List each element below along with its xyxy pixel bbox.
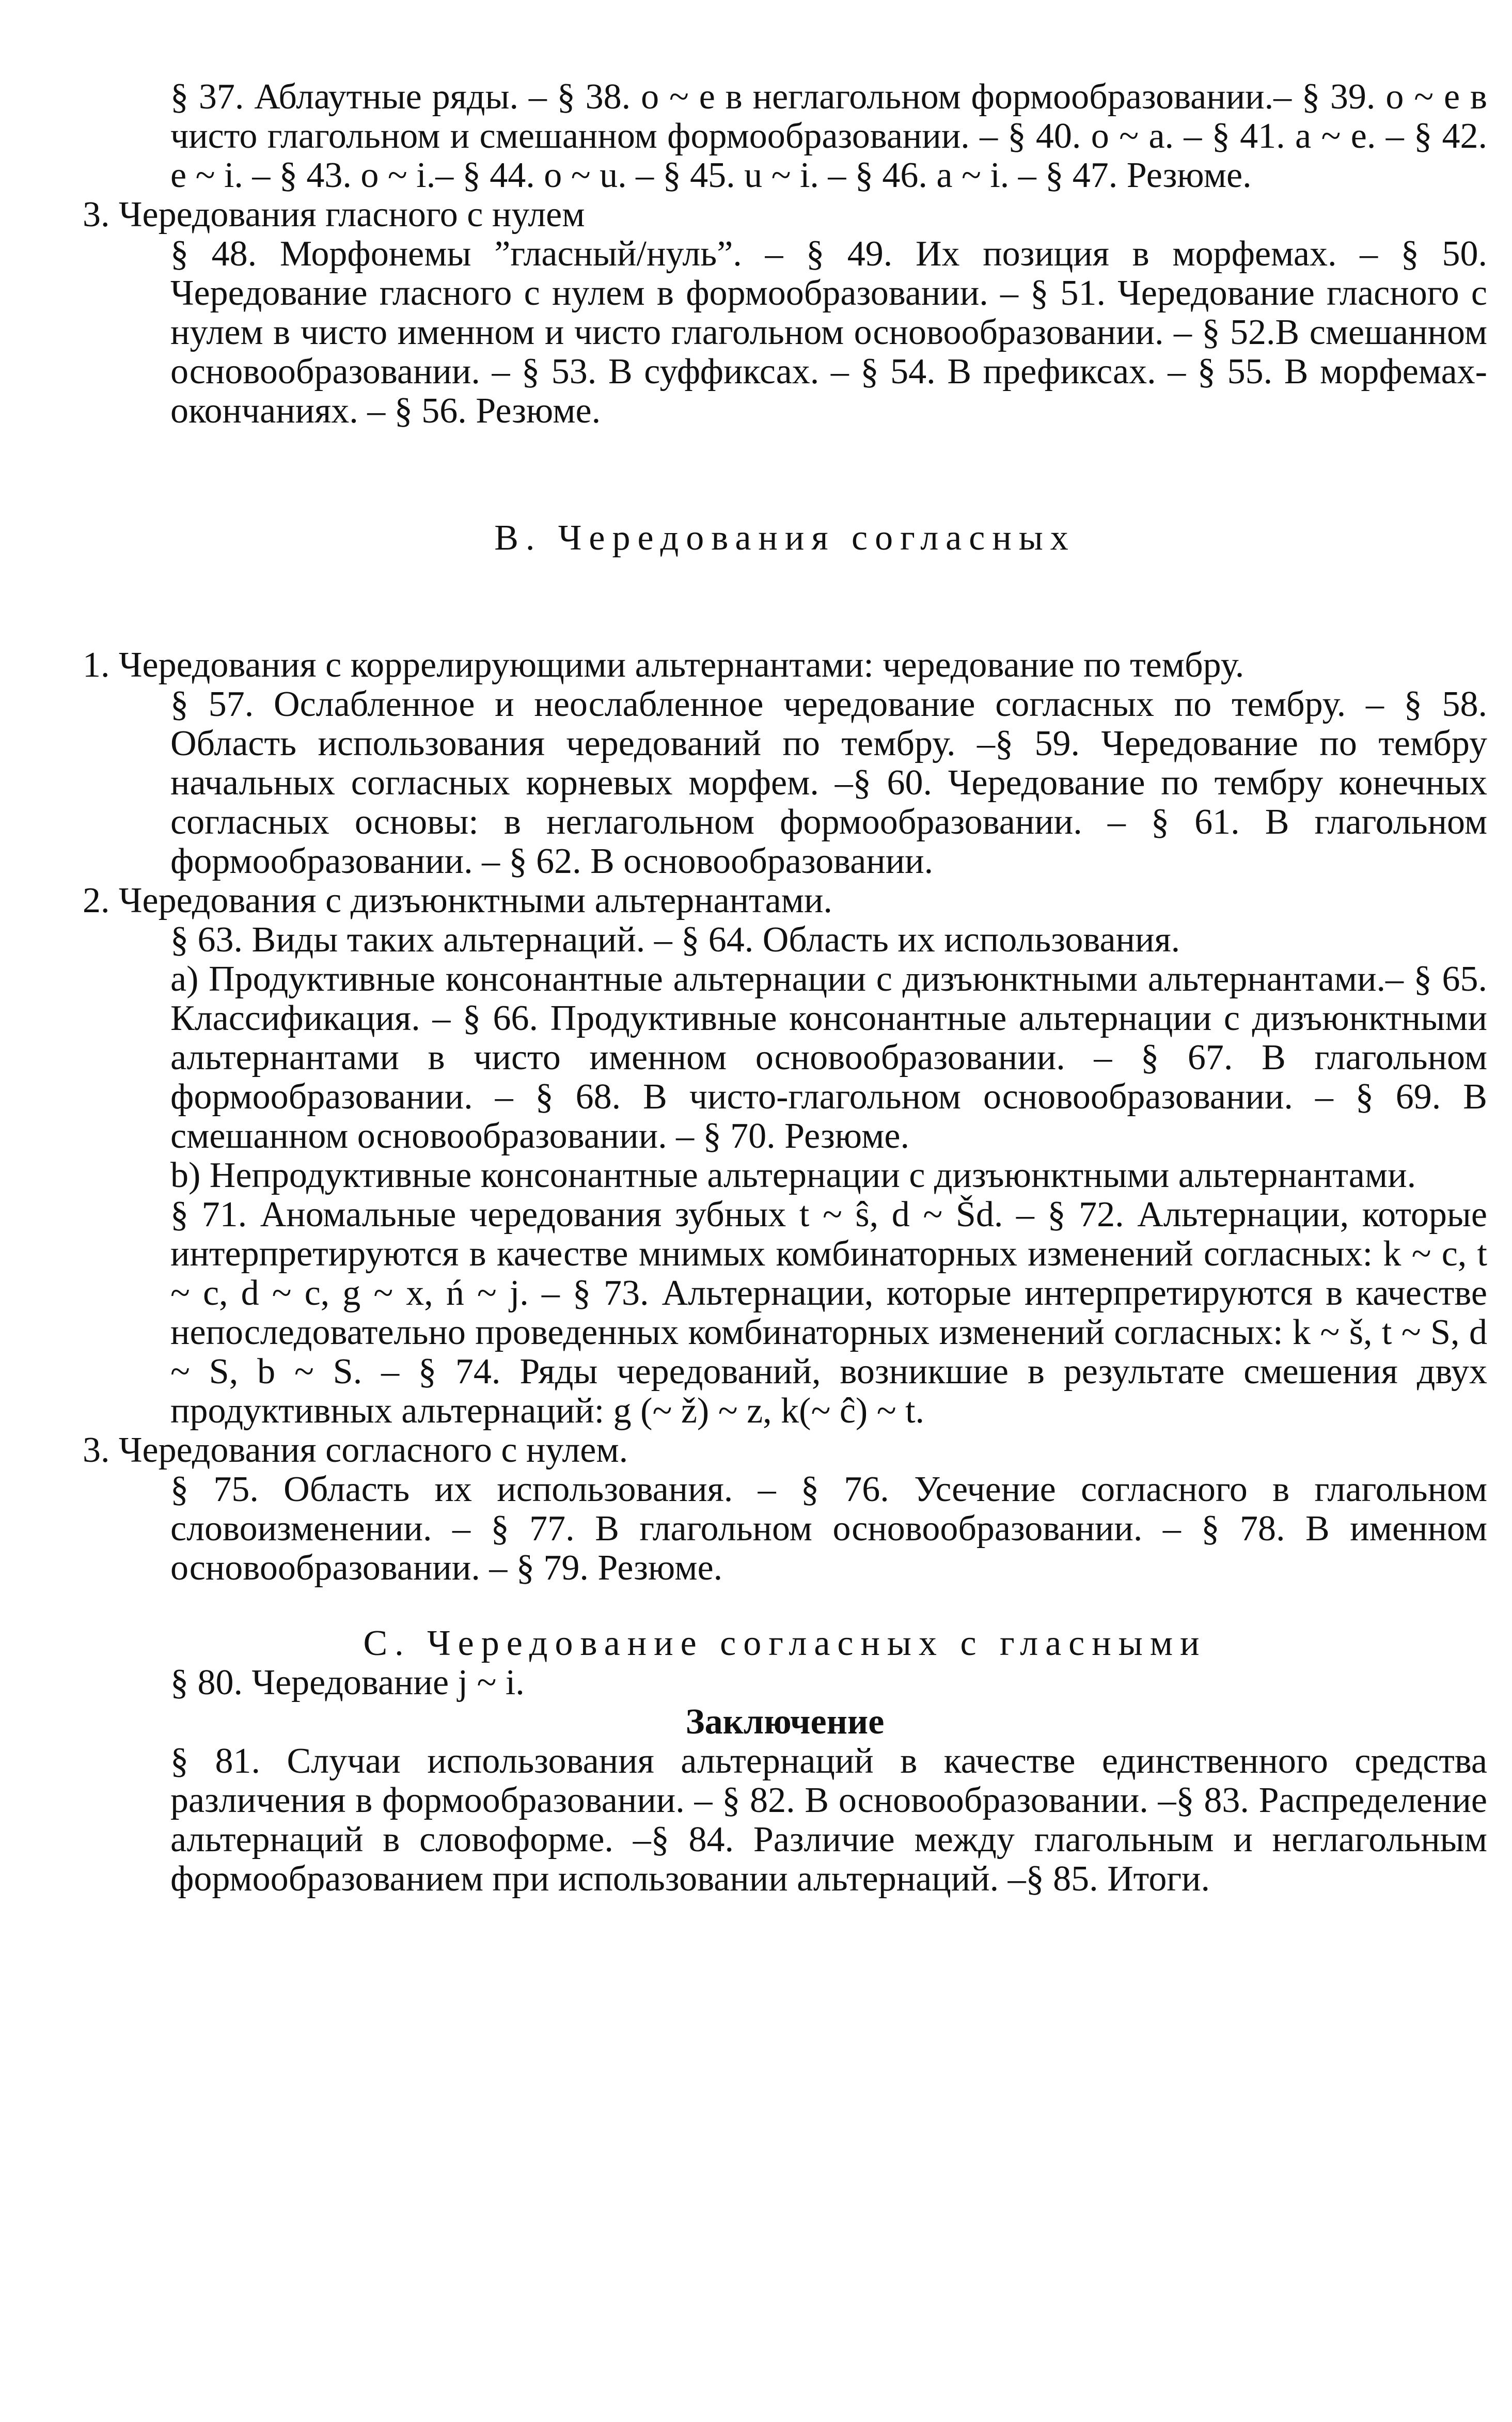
conclusion	[83, 1742, 1487, 1899]
section-b-item3-title: 3. Чередования согласного с нулем.	[83, 1430, 628, 1470]
section-b-item1-body: § 57. Ослабленное и неослабленное чередование согласных по тембру. – § 58. Область использования чередований по тембру. –§ 59. Чередование по тембру начальных согласных корневых морфем. –§ 60. Чередование по тембру конечных согласных основы: в неглагольном формообразовании. – § 61. В глагольном формообразовании. – § 62. В основообразовании.	[170, 684, 1487, 881]
section-b-heading: В. Чередования согласных	[494, 518, 1076, 558]
section-c	[83, 1663, 1487, 1702]
section-b-item2-intro: § 63. Виды таких альтернаций. – § 64. Область их использования.	[170, 920, 1180, 960]
section-a-continuation	[83, 77, 1487, 431]
section-b-item2b-body: § 71. Аномальные чередования зубных t ~ ŝ, d ~ Šd. – § 72. Альтернации, которые интерпретируются в качестве мнимых комбинаторных изменений согласных: k ~ c, t ~ c, d ~ c, g ~ x, ń ~ j. – § 73. Альтернации, которые интерпретируются в качестве непоследовательно проведенных комбинаторных изменений согласных: k ~ š, t ~ S, d ~ S, b ~ S. – § 74. Ряды чередований, возникшие в результате смешения двух продуктивных альтернаций: g (~ ž) ~ z, k(~ ĉ) ~ t.	[170, 1195, 1487, 1431]
section-a-item3-body: § 48. Морфонемы ”гласный/нуль”. – § 49. Их позиция в морфемах. – § 50. Чередование гласного с нулем в формообразовании. – § 51. Чередование гласного с нулем в чисто именном и чисто глагольном основообразовании. – § 52.В смешанном основообразовании. – § 53. В суффиксах. – § 54. В префиксах. – § 55. В морфемах-окончаниях. – § 56. Резюме.	[170, 234, 1487, 431]
section-b	[83, 646, 1487, 1588]
section-a-item2-body: § 37. Аблаутные ряды. – § 38. o ~ e в неглагольном формообразовании.– § 39. o ~ e в чисто глагольном и смешанном формообразовании. – § 40. o ~ a. – § 41. a ~ e. – § 42. e ~ i. – § 43. o ~ i.– § 44. o ~ u. – § 45. u ~ i. – § 46. a ~ i. – § 47. Резюме.	[170, 77, 1487, 195]
section-c-item-body: § 80. Чередование j ~ i.	[170, 1663, 525, 1702]
section-c-heading: C. Чередование согласных с гласными	[363, 1623, 1207, 1663]
section-a-item3-title: 3. Чередования гласного с нулем	[83, 195, 585, 235]
toc-page	[83, 77, 1487, 1899]
section-b-item2b-title: b) Непродуктивные консонантные альтернации с дизъюнктными альтернантами.	[170, 1155, 1416, 1195]
section-b-item3-body: § 75. Область их использования. – § 76. Усечение согласного в глагольном словоизменении. – § 77. В глагольном основообразовании. – § 78. В именном основообразовании. – § 79. Резюме.	[170, 1470, 1487, 1588]
section-b-item2a: a) Продуктивные консонантные альтернации с дизъюнктными альтернантами.– § 65. Классификация. – § 66. Продуктивные консонантные альтернации с дизъюнктными альтернантами в чисто именном основообразовании. – § 67. В глагольном формообразовании. – § 68. В чисто-глагольном основообразовании. – § 69. В смешанном основообразовании. – § 70. Резюме.	[170, 959, 1487, 1156]
section-b-item2-title: 2. Чередования с дизъюнктными альтернантами.	[83, 881, 832, 920]
section-b-item1-title: 1. Чередования с коррелирующими альтернантами: чередование по тембру.	[83, 645, 1245, 685]
conclusion-heading: Заключение	[685, 1702, 885, 1742]
conclusion-body: § 81. Случаи использования альтернаций в качестве единственного средства различения в формообразовании. – § 82. В основообразовании. –§ 83. Распределение альтернаций в словоформе. –§ 84. Различие между глагольным и неглагольным формообразованием при использовании альтернаций. –§ 85. Итоги.	[170, 1741, 1487, 1899]
